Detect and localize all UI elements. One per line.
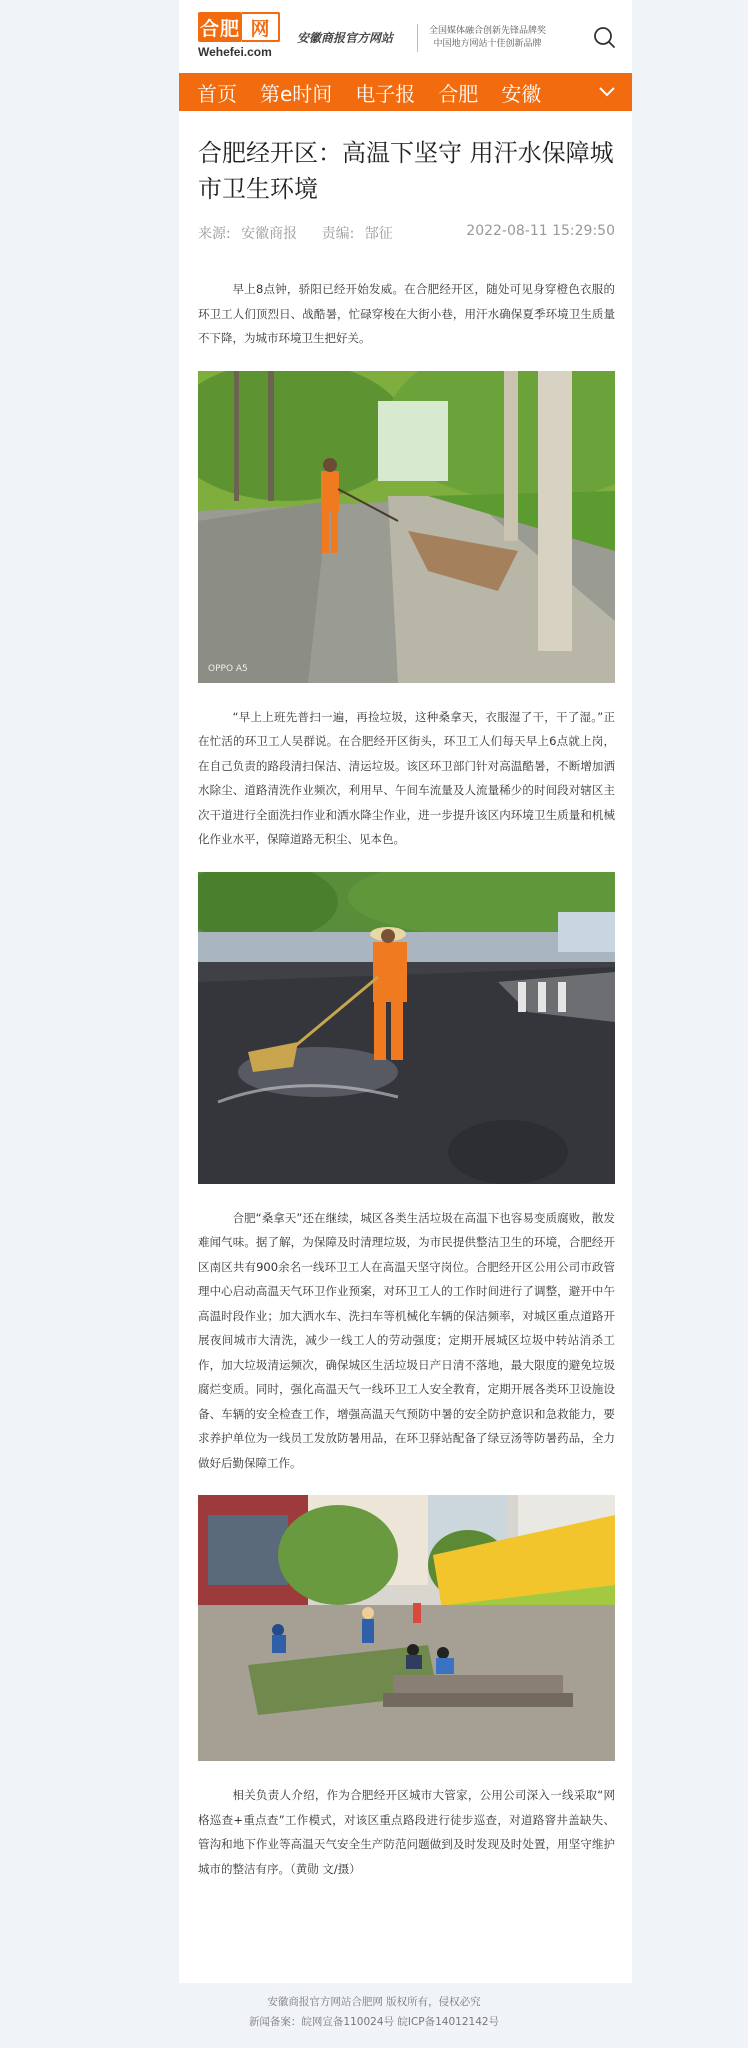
photo-sweeping-road [198,872,615,1184]
site-tagline: 安徽商报官方网站 [297,31,394,45]
article-page [179,0,632,1983]
main-nav [179,73,632,111]
nav-item-first-time[interactable]: 第e时间 [260,81,333,106]
article-title: 合肥经开区：高温下坚守 用汗水保障城市卫生环境 [198,139,614,203]
nav-item-hefei[interactable]: 合肥 [438,81,479,106]
source-label: 来源: [198,226,231,242]
award-slogans [429,25,546,51]
logo-mark [198,12,280,42]
search-icon[interactable] [591,24,617,50]
site-footer [0,1992,748,2032]
nav-item-anhui[interactable]: 安徽 [501,81,542,106]
chevron-down-icon[interactable] [596,82,618,102]
logo-text-a: 合肥 [198,12,242,42]
site-header [179,0,632,73]
photo-watermark: OPPO A5 [208,663,248,674]
paragraph-2: “早上上班先普扫一遍，再捡垃圾，这种桑拿天，衣服湿了干，干了湿。”正在忙活的环卫工人吴群说。在合肥经开区街头，环卫工人们每天早上6点就上岗，在自己负责的路段清扫保洁、清运垃圾。该区环卫部门针对高温酷暑，不断增加洒水除尘、道路清洗作业频次，利用早、午间车流量及人流量稀少的时间段对辖区主次干道进行全面洗扫作业和洒水降尘作业，进一步提升该区内环境卫生质量和机械化作业水平，保障道路无积尘、见本色。 [198,709,615,846]
paragraph-3: 合肥“桑拿天”还在继续，城区各类生活垃圾在高温下也容易变质腐败，散发难闻气味。据了解，为保障及时清理垃圾，为市民提供整洁卫生的环境，合肥经开区南区共有900余名一线环卫工人在高温天坚守岗位。合肥经开区公用公司市政管理中心启动高温天气环卫作业预案，对环卫工人的工作时间进行了调整，避开中午高温时段作业；加大洒水车、洗扫车等机械化车辆的保洁频率，对城区重点道路开展夜间城市大清洗，减少一线工人的劳动强度；定期开展城区垃圾中转站消杀工作，加大垃圾清运频次，确保城区生活垃圾日产日清不落地，最大限度的避免垃圾腐烂变质。同时，强化高温天气一线环卫工人安全教育，定期开展各类环卫设施设备、车辆的安全检查工作，增强高温天气预防中暑的安全防护意识和急救能力，要求养护单位为一线员工发放防暑用品，在环卫驿站配备了绿豆汤等防暑药品，全力做好后勤保障工作。 [198,1210,615,1470]
nav-item-epaper[interactable]: 电子报 [355,81,416,106]
article-meta [198,223,615,243]
logo-text-b: 网 [242,12,280,42]
slogan-1: 全国媒体融合创新先锋品牌奖 [429,26,547,36]
publish-datetime: 2022-08-11 15:29:50 [466,223,615,239]
logo-domain: Wehefei.com [198,45,272,59]
site-logo[interactable] [198,12,280,59]
paragraph-1: 早上8点钟，骄阳已经开始发威。在合肥经开区，随处可见身穿橙色衣服的环卫工人们顶烈日、战酷暑，忙碌穿梭在大街小巷，用汗水确保夏季环境卫生质量不下降，为城市环境卫生把好关。 [198,282,615,345]
editor-name: 郜征 [364,226,393,242]
editor-label: 责编: [321,226,355,242]
source-name: 安徽商报 [241,226,298,242]
footer-copyright: 安徽商报官方网站合肥网 版权所有，侵权必究 [267,1996,481,2008]
article-body [198,111,615,1881]
photo-sweeping-sidewalk [198,371,615,683]
photo-laying-turf [198,1495,615,1761]
slogan-2: 中国地方网站十佳创新品牌 [433,39,542,49]
paragraph-4: 相关负责人介绍，作为合肥经开区城市大管家，公用公司深入一线采取“网格巡查+重点查”工作模式，对该区重点路段进行徒步巡查，对道路窨井盖缺失、管沟和地下作业等高温天气安全生产防范问题做到及时发现及时处置，用坚守维护城市的整洁有序。（黄勋 文/摄） [198,1788,615,1876]
nav-item-home[interactable]: 首页 [197,81,237,106]
footer-registration: 新闻备案：皖网宣备110024号 皖ICP备14012142号 [248,2016,500,2028]
header-divider [417,24,418,52]
